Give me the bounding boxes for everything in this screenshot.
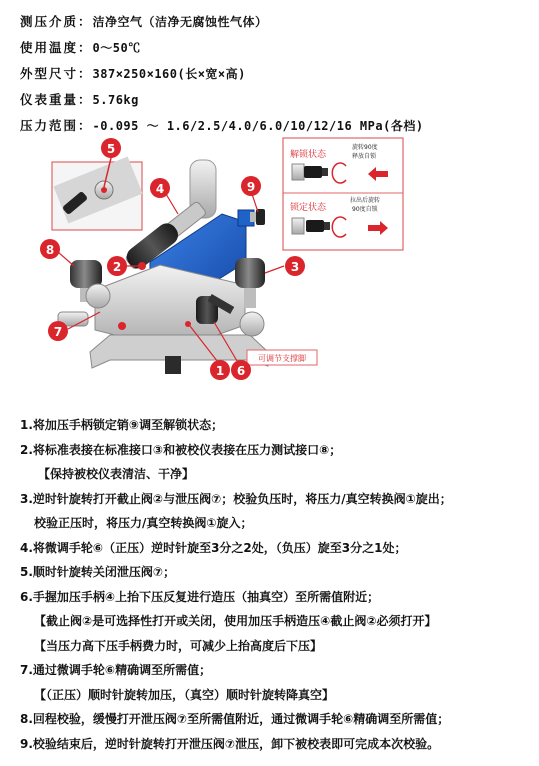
- unlock-text-2: 释放自锁: [352, 153, 377, 160]
- lock-title: 锁定状态: [290, 203, 327, 213]
- callout-3: [285, 256, 305, 276]
- svg-text:1: 1: [215, 364, 225, 378]
- foot-label-text: 可调节支撑脚: [258, 354, 306, 363]
- svg-text:6: 6: [236, 364, 246, 378]
- step-7-note: 【（正压）顺时针旋转加压，（真空）顺时针旋转降真空】: [34, 688, 335, 702]
- spec-dimensions: 外型尺寸：387×250×160(长×宽×高): [20, 66, 246, 81]
- svg-text:8: 8: [45, 243, 55, 257]
- step-2-note: 【保持被校仪表清洁、干净】: [38, 467, 195, 481]
- step-6: 6.手握加压手柄④上抬下压反复进行造压（抽真空）至所需值附近；: [20, 590, 380, 604]
- step-8: 8.回程校验，缓慢打开泄压阀⑦至所需值附近，通过微调手轮⑥精确调至所需值；: [20, 712, 450, 726]
- callout-6: [231, 360, 251, 380]
- callout-5: [101, 138, 121, 158]
- step-2: 2.将标准表接在标准接口③和被校仪表接在压力测试接口⑧；: [20, 443, 342, 457]
- step-6-note-2: 【当压力高下压手柄费力时，可减少上抬高度后下压】: [34, 639, 323, 653]
- callout-7: [48, 321, 68, 341]
- step-9: 9.校验结束后，逆时针旋转打开泄压阀⑦泄压，卸下被校表即可完成本次校验。: [20, 737, 440, 751]
- unlock-text-1: 旋转90度: [352, 144, 378, 151]
- callout-2: [107, 256, 127, 276]
- step-1: 1.将加压手柄锁定销⑨调至解锁状态；: [20, 418, 224, 432]
- spec-weight: 仪表重量：5.76kg: [20, 92, 139, 107]
- step-4: 4.将微调手轮⑥（正压）逆时针旋至3分之2处，（负压）旋至3分之1处；: [20, 541, 407, 555]
- svg-text:3: 3: [290, 260, 300, 274]
- spec-temperature: 使用温度：0～50℃: [20, 40, 141, 55]
- detail-inset: [52, 156, 143, 230]
- svg-text:4: 4: [155, 182, 165, 196]
- pump-illustration: [0, 132, 539, 394]
- step-7: 7.通过微调手轮⑥精确调至所需值；: [20, 663, 212, 677]
- unlock-title: 解锁状态: [290, 150, 327, 160]
- spec-medium: 测压介质：洁净空气（洁净无腐蚀性气体）: [20, 14, 268, 29]
- step-3: 3.逆时针旋转打开截止阀②与泄压阀⑦；校验负压时，将压力/真空转换阀①旋出；: [20, 492, 452, 506]
- step-3-continuation: 校验正压时，将压力/真空转换阀①旋入；: [34, 516, 253, 530]
- step-5: 5.顺时针旋转关闭泄压阀⑦；: [20, 565, 176, 579]
- lock-text-1: 拉出后旋转: [350, 197, 381, 204]
- svg-text:5: 5: [106, 142, 116, 156]
- svg-text:9: 9: [246, 180, 256, 194]
- callout-1: [210, 360, 230, 380]
- step-6-note-1: 【截止阀②是可选择性打开或关闭，使用加压手柄造压④截止阀②必须打开】: [34, 614, 437, 628]
- lock-state-panel: [283, 138, 403, 250]
- svg-text:2: 2: [112, 260, 122, 274]
- callout-9: [241, 176, 261, 196]
- lock-text-2: 90度自锁: [352, 206, 378, 213]
- svg-text:7: 7: [53, 325, 63, 339]
- callout-4: [150, 178, 170, 198]
- foot-label: [247, 350, 317, 365]
- callout-8: [40, 239, 60, 259]
- spec-pressure-range: 压力范围：-0.095 ～ 1.6/2.5/4.0/6.0/10/12/16 MPa(各档): [20, 118, 424, 133]
